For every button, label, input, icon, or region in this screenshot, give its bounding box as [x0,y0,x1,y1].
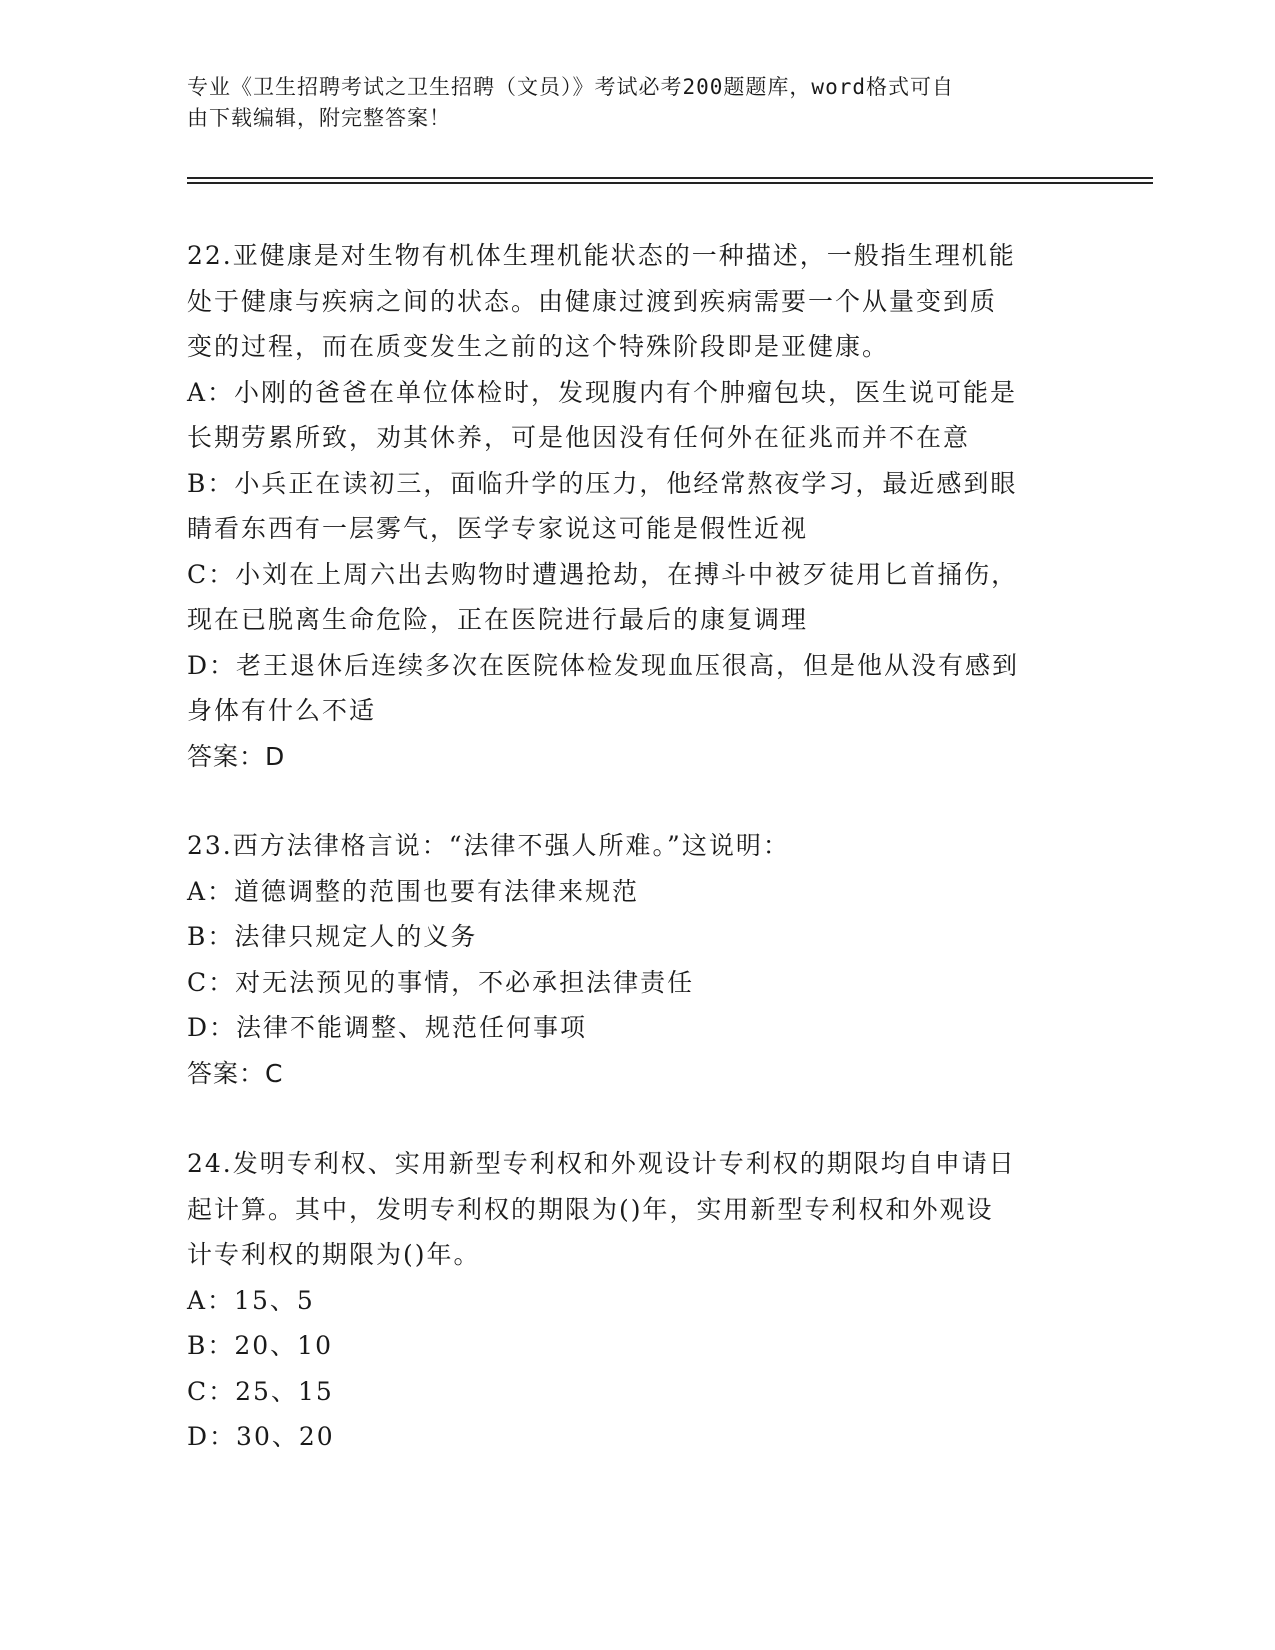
question-22 [187,233,1077,779]
option-d-line: D：法律不能调整、规范任何事项 [187,1013,588,1042]
header-line: 由下载编辑，附完整答案！ [187,106,451,130]
header-divider [187,182,1153,184]
question-23 [187,823,1077,1096]
option-c-line: C：25、15 [187,1376,334,1406]
option-b-line: B：法律只规定人的义务 [187,922,478,951]
question-24 [187,1141,1077,1460]
option-a-line: A：15、5 [187,1285,315,1315]
option-b-line: 睛看东西有一层雾气，医学专家说这可能是假性近视 [187,514,809,543]
header-line: 专业《卫生招聘考试之卫生招聘（文员）》考试必考200题题库，word格式可自 [187,75,954,99]
option-c-line: 现在已脱离生命危险，正在医院进行最后的康复调理 [187,605,809,634]
option-c-line: C：小刘在上周六出去购物时遭遇抢劫，在搏斗中被歹徒用匕首捅伤， [187,559,1019,589]
question-stem-line: 24.发明专利权、实用新型专利权和外观设计专利权的期限均自申请日 [187,1149,1016,1178]
option-b-line: B：小兵正在读初三，面临升学的压力，他经常熬夜学习，最近感到眼 [187,468,1018,498]
option-a-line: A：小刚的爸爸在单位体检时，发现腹内有个肿瘤包块，医生说可能是 [187,377,1018,407]
question-stem-line: 22.亚健康是对生物有机体生理机能状态的一种描述，一般指生理机能 [187,241,1016,270]
option-d-line: D：老王退休后连续多次在医院体检发现血压很高，但是他从没有感到 [187,650,1020,680]
answer-text: 答案：C [187,1058,284,1088]
question-stem-line: 23.西方法律格言说：“法律不强人所难。”这说明： [187,831,790,860]
option-a-line: 长期劳累所致，劝其休养，可是他因没有任何外在征兆而并不在意 [187,423,971,452]
question-stem-line: 处于健康与疾病之间的状态。由健康过渡到疾病需要一个从量变到质 [187,286,998,316]
header-divider [187,177,1153,179]
question-stem-line: 起计算。其中，发明专利权的期限为()年，实用新型专利权和外观设 [187,1194,994,1224]
question-stem-line: 计专利权的期限为()年。 [187,1240,481,1269]
option-b-line: B：20、10 [187,1331,333,1360]
option-d-line: 身体有什么不适 [187,696,377,725]
option-a-line: A：道德调整的范围也要有法律来规范 [187,876,640,906]
option-c-line: C：对无法预见的事情，不必承担法律责任 [187,967,695,997]
question-stem-line: 变的过程，而在质变发生之前的这个特殊阶段即是亚健康。 [187,332,890,361]
answer-text: 答案：D [187,741,286,771]
document-header [187,72,1067,134]
option-d-line: D：30、20 [187,1422,335,1451]
